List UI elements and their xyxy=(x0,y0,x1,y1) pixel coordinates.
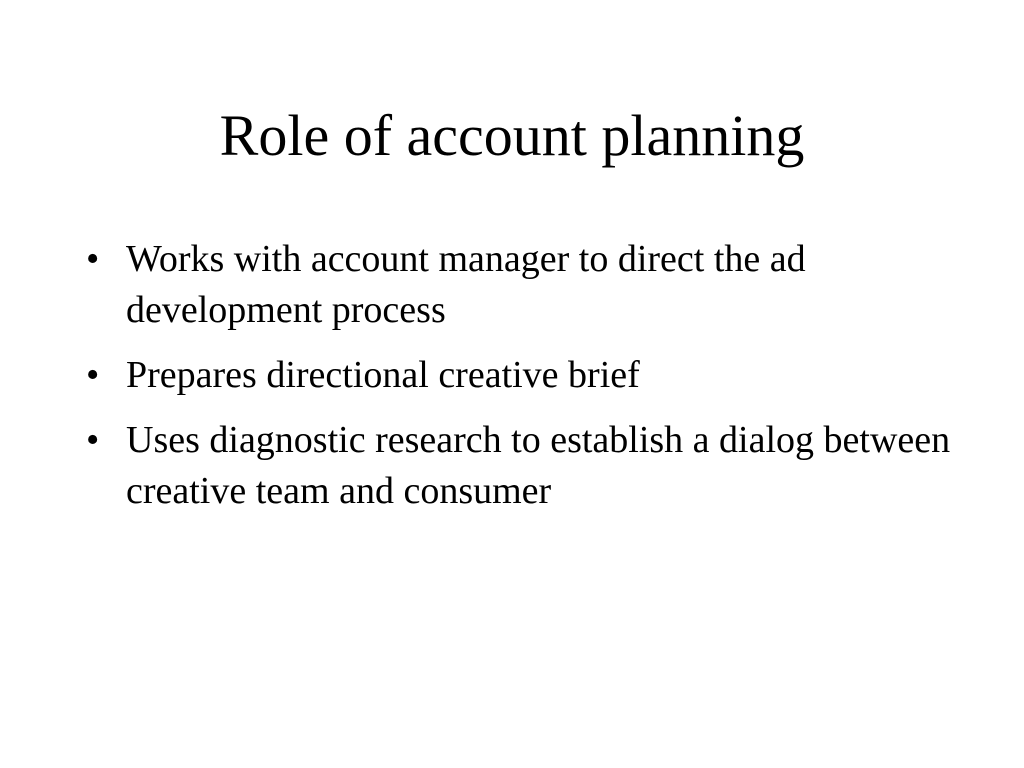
bullet-marker: • xyxy=(86,419,100,461)
slide-title: Role of account planning xyxy=(219,103,805,168)
bullet-item xyxy=(86,415,956,517)
bullet-text: Works with account manager to direct the ad development process xyxy=(126,238,806,331)
bullet-item xyxy=(86,350,956,401)
bullet-text: Prepares directional creative brief xyxy=(126,354,640,396)
bullet-item xyxy=(86,234,956,336)
bullet-list xyxy=(86,234,956,531)
bullet-marker: • xyxy=(86,354,100,396)
bullet-marker: • xyxy=(86,238,100,280)
bullet-text: Uses diagnostic research to establish a dialog between creative team and consumer xyxy=(126,419,951,512)
